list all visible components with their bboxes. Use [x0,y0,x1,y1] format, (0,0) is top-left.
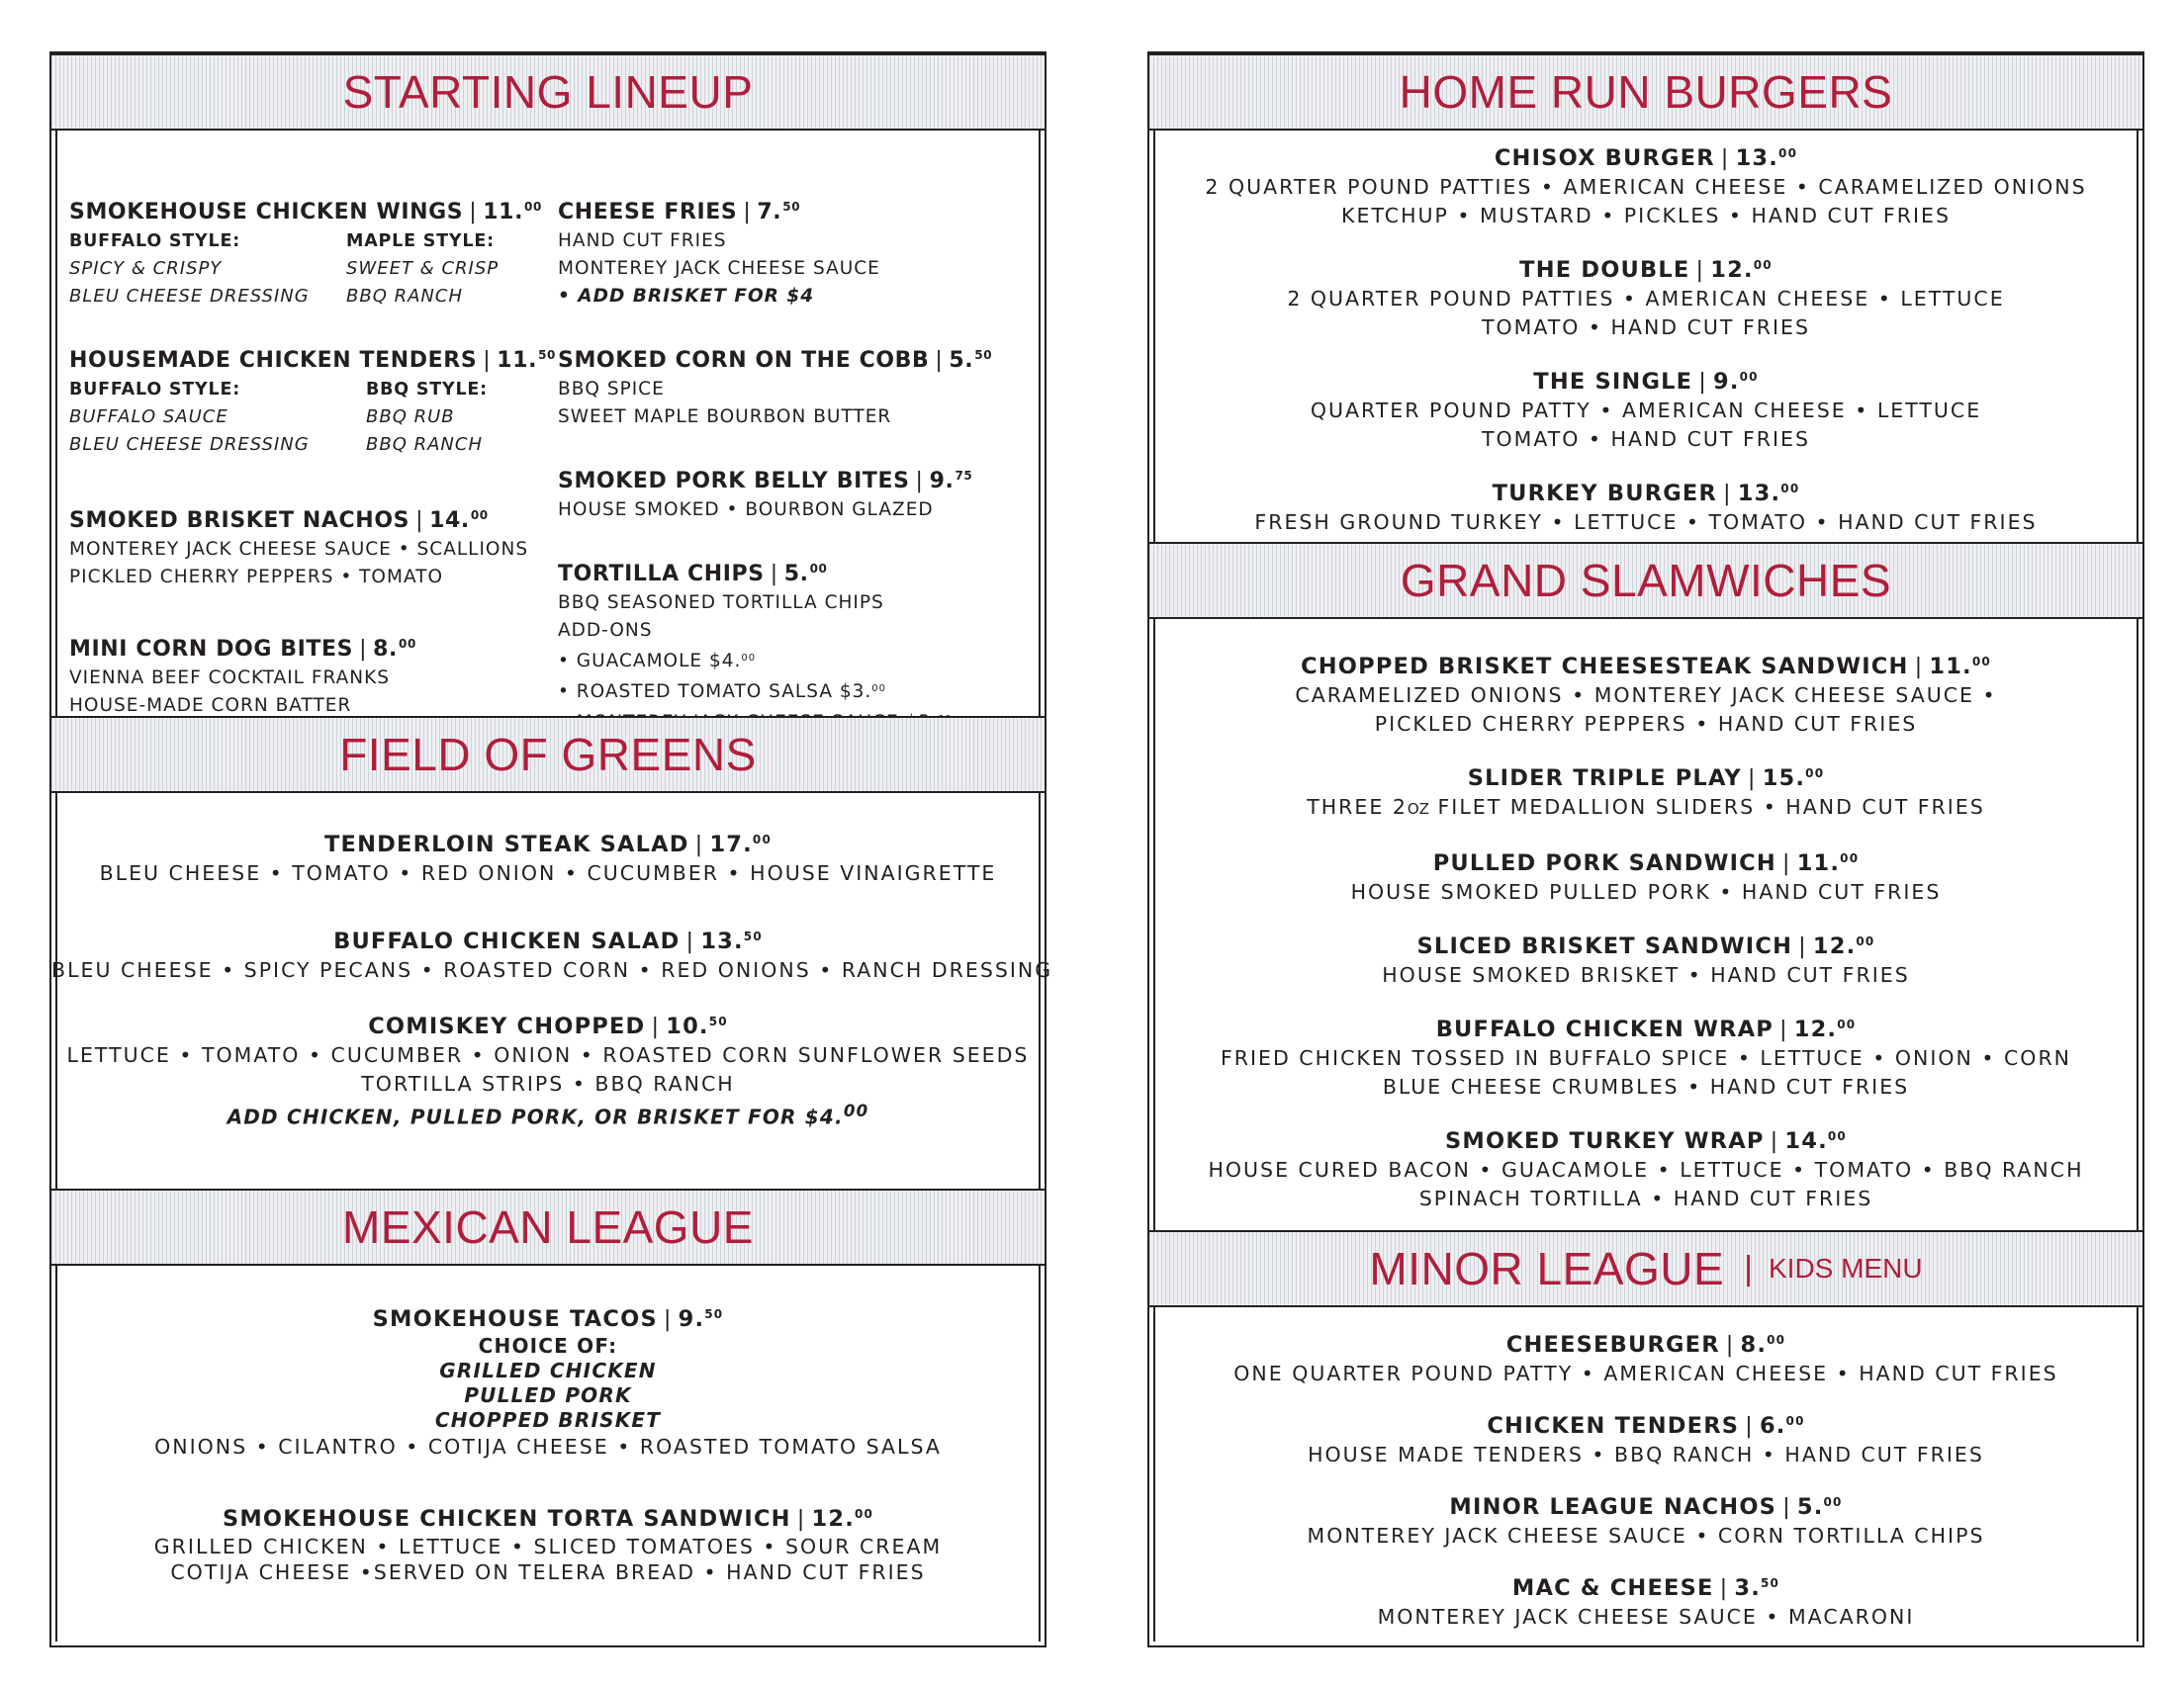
menu-text: 9. [929,469,955,493]
menu-text: 50 [708,1015,728,1028]
menu-item [1149,1121,2142,1213]
menu-text: BBQ RANCH [346,286,463,307]
menu-text: GRILLED CHICKEN • LETTUCE • SLICED TOMATOES • SOUR CREAM [153,1535,943,1558]
item-price [811,1506,873,1532]
menu-item [1149,362,2142,454]
menu-text: | [743,200,752,224]
menu-text: 00 [1823,1495,1843,1509]
menu-text: HAND CUT FRIES [558,230,727,251]
menu-text: SWEET MAPLE BOURBON BUTTER [558,406,892,427]
item-price [497,348,556,373]
menu-text: 50 [974,348,993,362]
menu-item [1149,1325,2142,1388]
menu-text: BBQ RUB [366,406,455,427]
menu-text: THREE 2 [1307,795,1408,819]
menu-text: 50 [743,930,763,943]
section-title: MINOR LEAGUE [1369,1243,1725,1294]
menu-text: 00 [1739,370,1759,384]
menu-item [51,1007,1045,1130]
menu-text: 12. [811,1506,855,1532]
menu-text: 5. [949,348,974,373]
menu-text: TOMATO • HAND CUT FRIES [1481,427,1811,451]
starting-lineup-right [558,192,992,766]
menu-text: ONE QUARTER POUND PATTY • AMERICAN CHEESE • HAND CUT FRIES [1233,1362,2058,1385]
menu-item [51,1499,1045,1585]
menu-text: | [1695,257,1705,283]
item-name: SLIDER TRIPLE PLAY [1467,765,1742,791]
starting-lineup-header [51,53,1045,131]
item-price [1929,654,1991,679]
item-price [1813,933,1875,959]
menu-text: 00 [854,1507,874,1521]
item-name: SMOKEHOUSE CHICKEN TORTA SANDWICH [222,1506,791,1532]
right-menu-column [1147,51,2144,1647]
menu-item [1149,927,2142,990]
menu-text: FRESH GROUND TURKEY • LETTUCE • TOMATO • HAND CUT FRIES [1254,510,2038,534]
menu-text: GRILLED CHICKEN [439,1359,657,1382]
menu-text: | [483,348,492,373]
menu-text: ADD CHICKEN, PULLED PORK, OR BRISKET FOR $4. [227,1105,844,1129]
menu-text: 00 [871,683,887,694]
menu-text: PICKLED CHERRY PEPPERS • HAND CUT FRIES [1374,712,1918,736]
menu-text: 15. [1762,765,1806,791]
home-run-burgers-section [1149,138,2142,559]
menu-text: 6. [1759,1413,1786,1439]
menu-text: QUARTER POUND PATTY • AMERICAN CHEESE • LETTUCE [1310,399,1982,422]
item-name: CHICKEN TENDERS [1487,1413,1740,1439]
menu-text: BLUE CHEESE CRUMBLES • HAND CUT FRIES [1382,1075,1910,1099]
item-price [757,200,800,224]
menu-item [69,340,643,459]
menu-item [1149,758,2142,824]
menu-text: SPICY & CRISPY [69,258,223,279]
item-name: THE DOUBLE [1519,257,1690,283]
menu-text: 13. [1737,481,1781,506]
menu-item [1149,1406,2142,1469]
item-name: CHEESE FRIES [558,200,738,224]
menu-text: HOUSE SMOKED PULLED PORK • HAND CUT FRIES [1350,880,1942,904]
item-price [1736,145,1798,171]
addon-line [558,675,992,706]
item-name: SLICED BRISKET SANDWICH [1416,933,1793,959]
menu-text: HOUSE SMOKED BRISKET • HAND CUT FRIES [1382,963,1910,987]
menu-text: OZ [1407,800,1429,818]
addon-line [558,645,992,675]
menu-text: | [1725,1332,1735,1358]
menu-text: BBQ STYLE: [366,380,488,400]
menu-text: 00 [809,562,828,576]
menu-text: BLEU CHEESE • SPICY PECANS • ROASTED CORN • RED ONIONS • RANCH DRESSING [51,958,1053,982]
menu-text: BBQ RANCH [366,434,483,455]
section-title: MEXICAN LEAGUE [342,1201,754,1253]
menu-text: 2 QUARTER POUND PATTIES • AMERICAN CHEESE • LETTUCE [1287,287,2005,311]
menu-text: | [1719,1575,1729,1601]
item-price [949,348,992,373]
menu-text: 13. [1735,145,1779,171]
menu-text: 00 [399,637,416,651]
item-name: CHOPPED BRISKET CHEESESTEAK SANDWICH [1301,654,1909,679]
field-of-greens-section [51,825,1053,1152]
menu-item [69,500,643,591]
menu-text: HOUSE SMOKED • BOURBON GLAZED [558,499,934,520]
menu-text: BLEU CHEESE DRESSING [69,286,310,307]
menu-text: 12. [1710,257,1754,283]
item-name: TENDERLOIN STEAK SALAD [323,832,689,857]
menu-text: PULLED PORK [464,1383,632,1407]
menu-text: 00 [1805,766,1825,780]
option-buffalo [69,227,346,311]
menu-item [1149,474,2142,537]
menu-text: SWEET & CRISP [346,258,500,279]
section-subtitle: KIDS MENU [1769,1253,1923,1284]
menu-text: 00 [1837,1018,1857,1031]
menu-item [1149,138,2142,230]
section-title: STARTING LINEUP [342,66,754,118]
item-price [1794,1017,1857,1042]
item-name: TURKEY BURGER [1492,481,1718,506]
menu-text: | [1778,1017,1788,1042]
minor-league-header [1149,1230,2142,1307]
item-name: MINOR LEAGUE NACHOS [1449,1494,1777,1520]
item-price [429,508,489,533]
menu-text: 00 [524,200,542,214]
menu-text: • ROASTED TOMATO SALSA $3. [558,681,872,702]
menu-item [51,825,1045,888]
menu-text: | [1720,145,1730,171]
item-price [1797,850,1860,876]
menu-text: 00 [843,1102,869,1120]
item-price [1760,1413,1805,1439]
menu-text: 5. [783,562,809,586]
menu-text: HOUSE MADE TENDERS • BBQ RANCH • HAND CUT FRIES [1308,1443,1984,1466]
item-price [679,1306,724,1332]
menu-text: 11. [497,348,538,373]
menu-item [1149,1568,2142,1632]
menu-text: SPINACH TORTILLA • HAND CUT FRIES [1418,1187,1873,1210]
menu-text: | [1745,1413,1754,1439]
menu-item [51,1299,1045,1462]
menu-item [558,554,992,737]
item-name: MAC & CHEESE [1511,1575,1714,1601]
menu-text: | [1770,1128,1779,1154]
section-title: HOME RUN BURGERS [1399,66,1893,118]
item-price [784,562,828,586]
menu-text: 00 [1971,655,1991,668]
minor-league-section [1149,1325,2142,1653]
menu-text: HOUSE-MADE CORN BATTER [69,695,352,716]
menu-text: | [1781,850,1791,876]
menu-text: 00 [1856,934,1875,948]
item-name: TORTILLA CHIPS [558,562,765,586]
menu-item [1149,250,2142,342]
menu-text: CHOICE OF: [478,1334,618,1358]
menu-text: 8. [373,637,398,662]
item-price [1713,369,1759,395]
menu-text: BBQ SPICE [558,379,665,400]
menu-text: | [469,200,478,224]
menu-text: 00 [741,653,757,664]
item-name: MINI CORN DOG BITES [69,637,354,662]
menu-text: | [1914,654,1924,679]
item-price [1710,257,1773,283]
item-price [1734,1575,1779,1601]
menu-text: | [359,637,368,662]
left-menu-column [49,51,1053,1647]
item-name: PULLED PORK SANDWICH [1432,850,1776,876]
menu-text: | [1744,1249,1753,1287]
menu-text: BUFFALO STYLE: [69,380,241,400]
item-name: CHEESEBURGER [1505,1332,1720,1358]
item-price [709,832,772,857]
menu-text: | [915,469,924,493]
section-title: GRAND SLAMWICHES [1400,555,1892,606]
menu-text: | [694,832,704,857]
menu-text: • GUACAMOLE $4. [558,651,742,671]
section-title: FIELD OF GREENS [339,729,757,780]
item-price [930,469,973,493]
menu-text: 00 [1840,851,1860,865]
menu-item [558,461,992,524]
menu-item [51,922,1053,985]
menu-text: 00 [1753,258,1773,272]
item-name: SMOKED CORN ON THE COBB [558,348,930,373]
menu-text: 00 [1827,1129,1847,1143]
menu-text: PICKLED CHERRY PEPPERS • TOMATO [69,567,444,587]
menu-text: 13. [700,929,744,954]
item-name: SMOKEHOUSE CHICKEN WINGS [69,200,464,224]
mexican-league-section [51,1299,1045,1607]
item-price [1784,1128,1847,1154]
item-name: SMOKED BRISKET NACHOS [69,508,410,533]
menu-text: COTIJA CHEESE •SERVED ON TELERA BREAD • HAND CUT FRIES [170,1560,926,1584]
menu-text: 11. [483,200,524,224]
menu-text: CHOPPED BRISKET [434,1408,662,1432]
menu-text: BLEU CHEESE • TOMATO • RED ONION • CUCUMBER • HOUSE VINAIGRETTE [99,861,997,885]
menu-text: MAPLE STYLE: [346,231,495,251]
menu-text: 17. [709,832,753,857]
menu-text: LETTUCE • TOMATO • CUCUMBER • ONION • ROASTED CORN SUNFLOWER SEEDS [66,1043,1030,1067]
menu-text: 11. [1929,654,1972,679]
menu-item [69,192,643,311]
menu-text: 2 QUARTER POUND PATTIES • AMERICAN CHEESE • CARAMELIZED ONIONS [1205,175,2087,199]
menu-text: BUFFALO STYLE: [69,231,241,251]
item-name: CHISOX BURGER [1494,145,1715,171]
starting-lineup-left [69,192,643,777]
item-name: HOUSEMADE CHICKEN TENDERS [69,348,478,373]
item-price [1738,481,1800,506]
menu-text: 50 [538,348,556,362]
menu-text: | [415,508,424,533]
menu-text: 14. [429,508,470,533]
item-price [1763,765,1825,791]
menu-text: 50 [704,1307,724,1321]
field-of-greens-header [51,716,1045,793]
menu-text: 14. [1784,1128,1828,1154]
menu-text: 3. [1734,1575,1761,1601]
menu-text: | [770,562,778,586]
menu-text: 00 [1778,146,1798,160]
menu-text: 50 [782,200,801,214]
item-price [666,1014,728,1039]
item-name: THE SINGLE [1533,369,1693,395]
item-name: SMOKED TURKEY WRAP [1445,1128,1765,1154]
starting-lineup-section [51,144,1045,765]
add-protein-note [51,1099,1045,1130]
menu-text: MONTEREY JACK CHEESE SAUCE • MACARONI [1377,1605,1915,1629]
grand-slamwiches-header [1149,542,2142,619]
mexican-league-header [51,1189,1045,1266]
menu-text: MONTEREY JACK CHEESE SAUCE • CORN TORTILLA CHIPS [1307,1524,1985,1548]
menu-text: 75 [955,469,973,483]
menu-text: 7. [757,200,782,224]
item-name: COMISKEY CHOPPED [368,1014,646,1039]
menu-text: 50 [1760,1576,1780,1590]
menu-text: 00 [1785,1414,1805,1428]
option-buffalo [69,376,366,459]
item-price [483,200,542,224]
menu-text: | [651,1014,661,1039]
menu-text: BBQ SEASONED TORTILLA CHIPS [558,592,884,613]
menu-item [1149,1010,2142,1102]
menu-text: | [1723,481,1732,506]
menu-item [558,192,992,311]
menu-text: HOUSE CURED BACON • GUACAMOLE • LETTUCE • TOMATO • BBQ RANCH [1208,1158,2084,1182]
menu-text: | [1782,1494,1791,1520]
menu-text: | [796,1506,806,1532]
menu-text: | [1698,369,1708,395]
menu-text: 9. [678,1306,705,1332]
item-price [373,637,416,662]
item-name: BUFFALO CHICKEN SALAD [333,929,681,954]
menu-text: 00 [752,833,773,846]
menu-text: FRIED CHICKEN TOSSED IN BUFFALO SPICE • LETTUCE • ONION • CORN [1220,1046,2072,1070]
menu-text: 00 [1780,482,1800,495]
menu-text: VIENNA BEEF COCKTAIL FRANKS [69,667,390,688]
menu-text: TORTILLA STRIPS • BBQ RANCH [361,1072,735,1096]
menu-text: 5. [1796,1494,1824,1520]
menu-item [1149,647,2142,739]
menu-text: ADD-ONS [558,620,653,641]
menu-item [558,340,992,431]
menu-text: MONTEREY JACK CHEESE SAUCE • SCALLIONS [69,539,529,560]
menu-text: 12. [1793,1017,1838,1042]
menu-text: CARAMELIZED ONIONS • MONTEREY JACK CHEESE SAUCE • [1295,683,1997,707]
menu-text: TOMATO • HAND CUT FRIES [1481,315,1811,339]
item-name: SMOKEHOUSE TACOS [372,1306,658,1332]
menu-text: 10. [666,1014,709,1039]
item-name: SMOKED PORK BELLY BITES [558,469,910,493]
menu-text: • ADD BRISKET FOR $4 [558,286,815,307]
menu-item [1149,844,2142,907]
menu-text: 8. [1740,1332,1768,1358]
item-price [700,929,763,954]
menu-text: FILET MEDALLION SLIDERS • HAND CUT FRIES [1428,795,1985,819]
menu-text: BUFFALO SAUCE [69,406,228,427]
menu-item [1149,1487,2142,1551]
menu-text: ONIONS • CILANTRO • COTIJA CHEESE • ROASTED TOMATO SALSA [154,1435,942,1459]
item-name: BUFFALO CHICKEN WRAP [1435,1017,1774,1042]
menu-text: 11. [1796,850,1841,876]
menu-text: 12. [1812,933,1857,959]
grand-slamwiches-section [1149,647,2142,1235]
menu-text: 00 [1767,1333,1786,1347]
menu-text: 9. [1713,369,1740,395]
menu-text: BLEU CHEESE DRESSING [69,434,310,455]
menu-text: KETCHUP • MUSTARD • PICKLES • HAND CUT FRIES [1341,204,1951,227]
menu-text: | [685,929,695,954]
menu-text: | [663,1306,673,1332]
menu-text: | [1747,765,1757,791]
menu-text: 00 [470,508,489,522]
item-price [1741,1332,1786,1358]
home-run-burgers-header [1149,53,2142,131]
menu-text: | [1798,933,1807,959]
menu-text: MONTEREY JACK CHEESE SAUCE [558,258,880,279]
item-price [1797,1494,1843,1520]
menu-text: | [935,348,944,373]
